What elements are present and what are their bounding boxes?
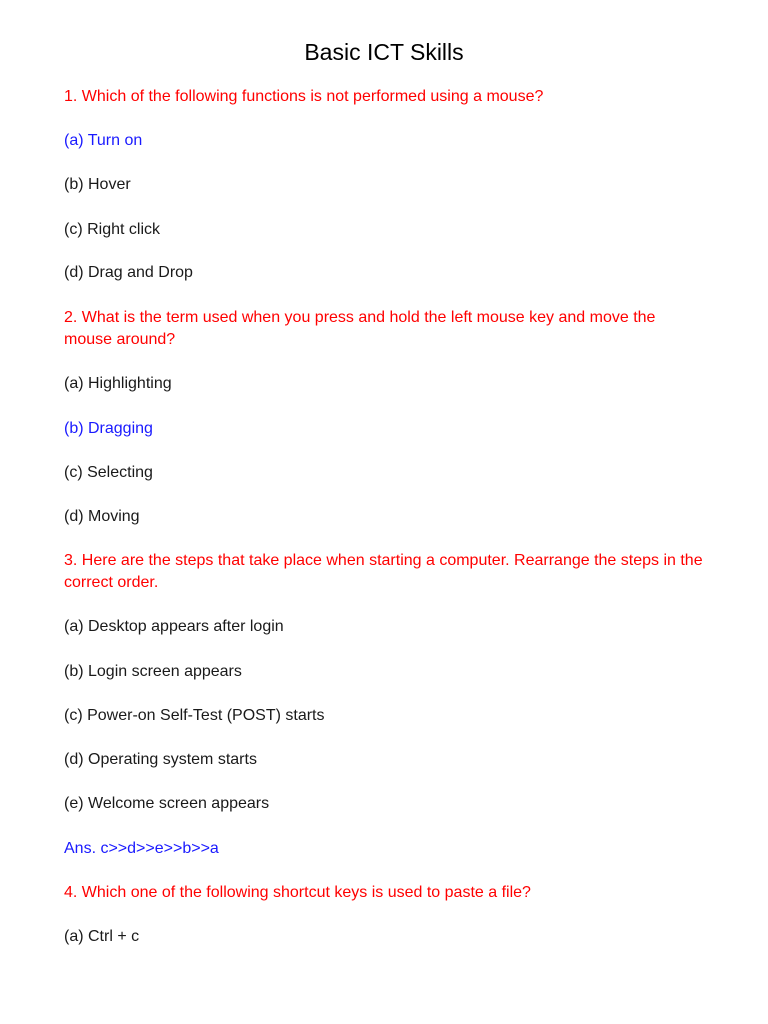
question-3-line-2: correct order. [64, 574, 159, 591]
q2-option-c: (c) Selecting [64, 464, 153, 481]
q4-option-a: (a) Ctrl + c [64, 928, 140, 945]
q3-option-d: (d) Operating system starts [64, 751, 257, 768]
question-1: 1. Which of the following functions is not performed using a mouse? [64, 88, 544, 105]
q3-option-b: (b) Login screen appears [64, 663, 242, 680]
q2-option-d: (d) Moving [64, 508, 140, 525]
question-2-line-1: 2. What is the term used when you press and hold the left mouse key and move the [64, 309, 656, 326]
question-2-line-2: mouse around? [64, 331, 176, 348]
q2-option-a: (a) Highlighting [64, 375, 172, 392]
document-title: Basic ICT Skills [304, 39, 464, 65]
q3-option-e: (e) Welcome screen appears [64, 795, 270, 812]
question-4: 4. Which one of the following shortcut keys is used to paste a file? [64, 884, 531, 901]
q1-option-b: (b) Hover [64, 176, 131, 193]
q3-option-c: (c) Power-on Self-Test (POST) starts [64, 707, 325, 724]
question-3-line-1: 3. Here are the steps that take place when starting a computer. Rearrange the steps in the [64, 552, 703, 569]
q1-option-c: (c) Right click [64, 221, 161, 238]
q1-option-a: (a) Turn on [64, 132, 143, 149]
q1-option-d: (d) Drag and Drop [64, 264, 193, 281]
q3-option-a: (a) Desktop appears after login [64, 618, 284, 635]
q2-option-b: (b) Dragging [64, 420, 153, 437]
q3-answer: Ans. c>>d>>e>>b>>a [64, 840, 219, 857]
